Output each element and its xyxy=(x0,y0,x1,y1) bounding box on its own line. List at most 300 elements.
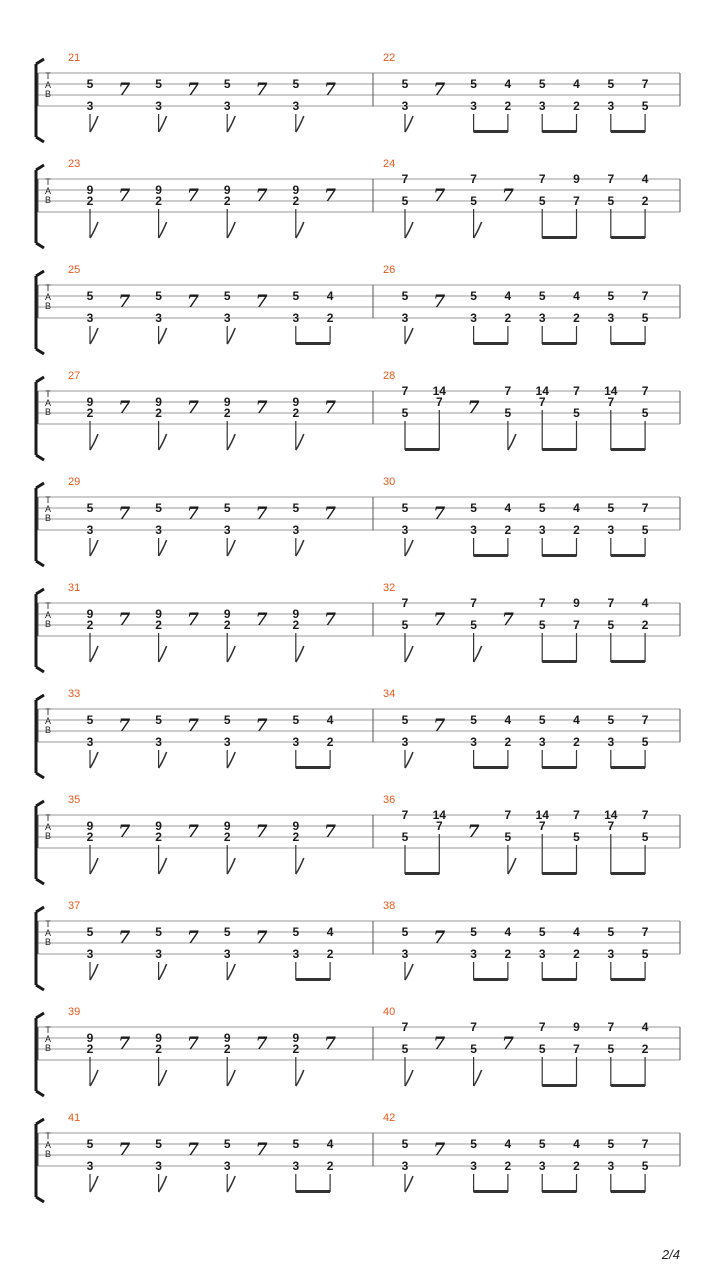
eighth-rest: 7 xyxy=(118,80,131,100)
note-flag xyxy=(405,540,413,556)
fret-number: 7 xyxy=(573,808,580,822)
bar-number: 26 xyxy=(383,264,396,276)
fret-number: 5 xyxy=(470,713,477,727)
fret-number: 3 xyxy=(86,523,94,537)
note-flag xyxy=(90,1070,98,1086)
fret-number: 2 xyxy=(223,830,231,844)
fret-number: 9 xyxy=(223,395,231,409)
note-flag xyxy=(227,752,235,768)
eighth-rest: 7 xyxy=(255,292,268,312)
fret-number: 3 xyxy=(538,947,546,961)
bar-number: 37 xyxy=(68,900,81,912)
fret-number: 2 xyxy=(573,735,580,749)
system-bracket xyxy=(36,377,44,460)
fret-number: 2 xyxy=(504,311,512,325)
fret-number: 3 xyxy=(292,947,300,961)
fret-number: 7 xyxy=(504,384,512,398)
fret-number: 5 xyxy=(641,830,649,844)
tab-clef-letter: A xyxy=(44,80,52,90)
fret-number: 2 xyxy=(86,194,94,208)
fret-number: 5 xyxy=(292,1137,300,1151)
fret-number: 5 xyxy=(223,925,231,939)
fret-number: 4 xyxy=(573,1137,580,1151)
fret-number: 2 xyxy=(223,406,231,420)
fret-number: 7 xyxy=(538,172,546,186)
fret-number: 5 xyxy=(155,289,162,303)
tab-clef-letter: T xyxy=(45,813,51,823)
fret-number: 4 xyxy=(326,713,334,727)
fret-number: 9 xyxy=(86,183,94,197)
fret-number: 2 xyxy=(86,618,94,632)
system-bracket xyxy=(36,271,44,354)
note-flag xyxy=(227,646,235,662)
fret-number: 9 xyxy=(223,1031,231,1045)
fret-number: 7 xyxy=(573,194,580,208)
note-flag xyxy=(405,1176,413,1192)
fret-number: 5 xyxy=(504,830,512,844)
fret-number: 3 xyxy=(155,1159,162,1173)
fret-number: 2 xyxy=(155,406,162,420)
eighth-rest: 7 xyxy=(433,928,446,948)
eighth-rest: 7 xyxy=(255,822,268,842)
fret-number: 9 xyxy=(292,395,300,409)
fret-number: 4 xyxy=(504,77,512,91)
fret-number: 5 xyxy=(641,735,649,749)
note-flag xyxy=(405,328,413,344)
eighth-rest: 7 xyxy=(433,80,446,100)
note-beam xyxy=(542,1084,576,1087)
note-flag xyxy=(90,752,98,768)
fret-number: 2 xyxy=(504,1159,512,1173)
fret-number: 9 xyxy=(86,1031,94,1045)
fret-number: 4 xyxy=(573,713,580,727)
fret-number: 3 xyxy=(223,947,231,961)
fret-number: 3 xyxy=(401,99,409,113)
note-flag xyxy=(227,1176,235,1192)
fret-number: 3 xyxy=(292,99,300,113)
fret-number: 2 xyxy=(573,99,580,113)
fret-number: 4 xyxy=(326,925,334,939)
bar-number: 31 xyxy=(68,582,81,594)
fret-number: 5 xyxy=(470,925,477,939)
eighth-rest: 7 xyxy=(255,504,268,524)
fret-number: 3 xyxy=(223,311,231,325)
system-bracket xyxy=(36,1119,44,1202)
eighth-rest: 7 xyxy=(118,928,131,948)
note-flag xyxy=(90,964,98,980)
fret-number: 7 xyxy=(504,808,512,822)
note-beam xyxy=(542,554,576,557)
fret-number: 3 xyxy=(155,99,162,113)
tab-clef-letter: A xyxy=(44,822,52,832)
tab-clef-letter: T xyxy=(45,177,51,187)
fret-number: 4 xyxy=(504,289,512,303)
tab-clef-letter: T xyxy=(45,389,51,399)
fret-number: 5 xyxy=(538,1137,546,1151)
fret-number: 5 xyxy=(538,501,546,515)
note-flag xyxy=(90,1176,98,1192)
fret-number: 5 xyxy=(292,289,300,303)
tab-system-7 xyxy=(36,688,680,778)
fret-number: 5 xyxy=(401,713,409,727)
fret-number: 2 xyxy=(641,194,649,208)
fret-number: 5 xyxy=(223,501,231,515)
note-beam xyxy=(611,660,645,663)
fret-number: 3 xyxy=(86,1159,94,1173)
note-flag xyxy=(296,222,304,238)
bar-number: 32 xyxy=(383,582,396,594)
tab-clef-letter: B xyxy=(44,1043,52,1053)
tab-system-9 xyxy=(36,900,680,990)
tab-clef-letter: T xyxy=(45,1131,51,1141)
note-flag xyxy=(227,222,235,238)
tab-system-5 xyxy=(36,476,680,566)
eighth-rest: 7 xyxy=(118,716,131,736)
fret-number: 9 xyxy=(292,819,300,833)
note-beam xyxy=(405,448,439,451)
note-flag xyxy=(405,222,413,238)
fret-number: 3 xyxy=(607,311,615,325)
tab-clef-letter: B xyxy=(44,831,52,841)
note-beam xyxy=(542,766,576,769)
fret-number: 9 xyxy=(86,395,94,409)
fret-number: 5 xyxy=(470,618,477,632)
fret-number: 5 xyxy=(607,713,615,727)
note-flag xyxy=(90,540,98,556)
fret-number: 3 xyxy=(401,1159,409,1173)
eighth-rest: 7 xyxy=(324,822,337,842)
note-beam xyxy=(296,342,330,345)
note-flag xyxy=(159,1070,167,1086)
eighth-rest: 7 xyxy=(118,504,131,524)
fret-number: 2 xyxy=(504,947,512,961)
tab-system-6 xyxy=(36,582,680,672)
fret-number: 5 xyxy=(607,1042,615,1056)
fret-number: 5 xyxy=(470,501,477,515)
note-beam xyxy=(542,342,576,345)
note-beam xyxy=(405,872,439,875)
note-flag xyxy=(296,540,304,556)
note-flag xyxy=(159,1176,167,1192)
fret-number: 2 xyxy=(292,618,300,632)
fret-number: 2 xyxy=(223,1042,231,1056)
tab-clef-letter: T xyxy=(45,601,51,611)
fret-number: 9 xyxy=(155,607,162,621)
fret-number: 5 xyxy=(607,618,615,632)
tab-system-2 xyxy=(36,158,680,248)
eighth-rest: 7 xyxy=(255,186,268,206)
fret-number: 5 xyxy=(641,523,649,537)
eighth-rest: 7 xyxy=(186,928,199,948)
system-bracket xyxy=(36,695,44,778)
tab-system-10 xyxy=(36,1006,680,1096)
note-flag xyxy=(405,964,413,980)
fret-number: 5 xyxy=(470,289,477,303)
fret-number: 5 xyxy=(573,406,580,420)
fret-number: 3 xyxy=(538,1159,546,1173)
fret-number: 2 xyxy=(223,194,231,208)
fret-number: 9 xyxy=(292,183,300,197)
note-flag xyxy=(296,646,304,662)
note-flag xyxy=(159,646,167,662)
fret-number: 7 xyxy=(470,172,477,186)
tab-clef-letter: A xyxy=(44,1034,52,1044)
fret-number: 3 xyxy=(155,947,162,961)
fret-number: 5 xyxy=(470,1042,477,1056)
fret-number: 3 xyxy=(155,523,162,537)
page-number: 2/4 xyxy=(661,1247,680,1262)
fret-number: 7 xyxy=(401,596,409,610)
fret-number: 4 xyxy=(573,77,580,91)
note-flag xyxy=(159,752,167,768)
note-beam xyxy=(611,554,645,557)
fret-number: 3 xyxy=(538,523,546,537)
note-flag xyxy=(296,1070,304,1086)
tab-clef-letter: B xyxy=(44,619,52,629)
eighth-rest: 7 xyxy=(324,398,337,418)
fret-number: 7 xyxy=(538,395,546,409)
fret-number: 5 xyxy=(538,925,546,939)
fret-number: 5 xyxy=(470,1137,477,1151)
note-beam xyxy=(611,978,645,981)
fret-number: 9 xyxy=(292,1031,300,1045)
note-flag xyxy=(159,434,167,450)
eighth-rest: 7 xyxy=(433,504,446,524)
system-bracket xyxy=(36,907,44,990)
note-beam xyxy=(542,1190,576,1193)
fret-number: 5 xyxy=(401,501,409,515)
fret-number: 5 xyxy=(86,925,94,939)
fret-number: 7 xyxy=(607,819,615,833)
fret-number: 5 xyxy=(401,830,409,844)
note-beam xyxy=(611,1190,645,1193)
fret-number: 7 xyxy=(470,596,477,610)
fret-number: 5 xyxy=(155,501,162,515)
note-flag xyxy=(296,858,304,874)
fret-number: 5 xyxy=(86,77,94,91)
fret-number: 3 xyxy=(607,523,615,537)
note-flag xyxy=(227,964,235,980)
fret-number: 7 xyxy=(641,501,649,515)
eighth-rest: 7 xyxy=(255,1034,268,1054)
eighth-rest: 7 xyxy=(186,504,199,524)
note-flag xyxy=(227,1070,235,1086)
fret-number: 2 xyxy=(292,830,300,844)
fret-number: 3 xyxy=(470,1159,477,1173)
eighth-rest: 7 xyxy=(118,1140,131,1160)
fret-number: 5 xyxy=(538,289,546,303)
note-beam xyxy=(611,448,645,451)
system-bracket xyxy=(36,1013,44,1096)
fret-number: 7 xyxy=(401,1020,409,1034)
fret-number: 9 xyxy=(573,596,580,610)
fret-number: 3 xyxy=(470,311,477,325)
tab-clef-letter: A xyxy=(44,186,52,196)
tab-clef-letter: A xyxy=(44,1140,52,1150)
system-bracket xyxy=(36,165,44,248)
fret-number: 4 xyxy=(641,1020,649,1034)
bar-number: 27 xyxy=(68,370,81,382)
eighth-rest: 7 xyxy=(118,292,131,312)
fret-number: 7 xyxy=(538,596,546,610)
fret-number: 7 xyxy=(607,1020,615,1034)
note-flag xyxy=(296,116,304,132)
fret-number: 5 xyxy=(607,925,615,939)
fret-number: 3 xyxy=(223,1159,231,1173)
fret-number: 2 xyxy=(326,735,334,749)
note-flag xyxy=(474,1070,482,1086)
eighth-rest: 7 xyxy=(433,610,446,630)
note-flag xyxy=(227,540,235,556)
tab-system-4 xyxy=(36,370,680,460)
fret-number: 5 xyxy=(401,618,409,632)
fret-number: 2 xyxy=(292,194,300,208)
fret-number: 2 xyxy=(504,735,512,749)
fret-number: 5 xyxy=(641,99,649,113)
fret-number: 5 xyxy=(607,194,615,208)
note-beam xyxy=(542,872,576,875)
fret-number: 2 xyxy=(504,99,512,113)
fret-number: 3 xyxy=(86,99,94,113)
fret-number: 2 xyxy=(326,1159,334,1173)
fret-number: 7 xyxy=(573,1042,580,1056)
tab-clef-letter: A xyxy=(44,928,52,938)
tab-clef-letter: B xyxy=(44,513,52,523)
fret-number: 4 xyxy=(573,925,580,939)
fret-number: 5 xyxy=(607,289,615,303)
note-beam xyxy=(542,978,576,981)
tab-system-11 xyxy=(36,1112,680,1202)
fret-number: 14 xyxy=(432,808,446,822)
eighth-rest: 7 xyxy=(501,1034,514,1054)
fret-number: 7 xyxy=(607,596,615,610)
fret-number: 5 xyxy=(538,77,546,91)
fret-number: 2 xyxy=(155,830,162,844)
fret-number: 9 xyxy=(86,819,94,833)
fret-number: 14 xyxy=(535,808,549,822)
fret-number: 2 xyxy=(573,311,580,325)
fret-number: 5 xyxy=(538,194,546,208)
fret-number: 5 xyxy=(641,947,649,961)
fret-number: 3 xyxy=(401,947,409,961)
fret-number: 5 xyxy=(86,289,94,303)
bar-number: 29 xyxy=(68,476,81,488)
note-beam xyxy=(611,872,645,875)
eighth-rest: 7 xyxy=(186,822,199,842)
fret-number: 7 xyxy=(641,384,649,398)
fret-number: 7 xyxy=(470,1020,477,1034)
eighth-rest: 7 xyxy=(255,398,268,418)
fret-number: 9 xyxy=(86,607,94,621)
fret-number: 3 xyxy=(538,311,546,325)
fret-number: 5 xyxy=(86,713,94,727)
tab-clef-letter: B xyxy=(44,195,52,205)
fret-number: 2 xyxy=(292,1042,300,1056)
fret-number: 5 xyxy=(538,618,546,632)
eighth-rest: 7 xyxy=(186,292,199,312)
eighth-rest: 7 xyxy=(501,610,514,630)
fret-number: 5 xyxy=(641,311,649,325)
fret-number: 3 xyxy=(86,735,94,749)
tab-system-3 xyxy=(36,264,680,354)
fret-number: 2 xyxy=(326,947,334,961)
note-flag xyxy=(159,858,167,874)
fret-number: 5 xyxy=(401,406,409,420)
eighth-rest: 7 xyxy=(467,398,480,418)
fret-number: 9 xyxy=(573,172,580,186)
fret-number: 14 xyxy=(432,384,446,398)
fret-number: 3 xyxy=(470,523,477,537)
eighth-rest: 7 xyxy=(433,1140,446,1160)
fret-number: 3 xyxy=(401,311,409,325)
fret-number: 3 xyxy=(470,99,477,113)
fret-number: 7 xyxy=(641,808,649,822)
note-flag xyxy=(90,116,98,132)
system-bracket xyxy=(36,483,44,566)
fret-number: 2 xyxy=(223,618,231,632)
tab-clef-letter: T xyxy=(45,495,51,505)
tab-clef-letter: T xyxy=(45,71,51,81)
note-flag xyxy=(227,116,235,132)
bar-number: 28 xyxy=(383,370,396,382)
fret-number: 9 xyxy=(155,819,162,833)
fret-number: 3 xyxy=(155,735,162,749)
fret-number: 2 xyxy=(573,1159,580,1173)
fret-number: 2 xyxy=(155,1042,162,1056)
note-flag xyxy=(405,116,413,132)
fret-number: 5 xyxy=(538,713,546,727)
note-beam xyxy=(296,978,330,981)
fret-number: 4 xyxy=(573,501,580,515)
fret-number: 5 xyxy=(223,713,231,727)
fret-number: 3 xyxy=(86,947,94,961)
fret-number: 4 xyxy=(504,713,512,727)
tab-clef-letter: T xyxy=(45,1025,51,1035)
bar-number: 38 xyxy=(383,900,396,912)
fret-number: 5 xyxy=(223,1137,231,1151)
fret-number: 5 xyxy=(641,406,649,420)
fret-number: 2 xyxy=(86,1042,94,1056)
fret-number: 2 xyxy=(641,618,649,632)
eighth-rest: 7 xyxy=(186,186,199,206)
note-flag xyxy=(474,222,482,238)
fret-number: 4 xyxy=(326,1137,334,1151)
note-flag xyxy=(227,328,235,344)
fret-number: 3 xyxy=(292,735,300,749)
bar-number: 30 xyxy=(383,476,396,488)
fret-number: 3 xyxy=(292,523,300,537)
note-flag xyxy=(159,540,167,556)
tab-clef-letter: B xyxy=(44,1149,52,1159)
fret-number: 7 xyxy=(641,925,649,939)
fret-number: 14 xyxy=(604,384,618,398)
note-flag xyxy=(90,328,98,344)
tab-clef-letter: B xyxy=(44,407,52,417)
bar-number: 35 xyxy=(68,794,81,806)
eighth-rest: 7 xyxy=(118,398,131,418)
fret-number: 7 xyxy=(573,384,580,398)
fret-number: 7 xyxy=(401,384,409,398)
eighth-rest: 7 xyxy=(118,1034,131,1054)
fret-number: 9 xyxy=(155,1031,162,1045)
fret-number: 5 xyxy=(401,925,409,939)
fret-number: 9 xyxy=(155,183,162,197)
fret-number: 3 xyxy=(223,735,231,749)
note-flag xyxy=(159,116,167,132)
fret-number: 3 xyxy=(607,947,615,961)
bar-number: 41 xyxy=(68,1112,81,1124)
fret-number: 7 xyxy=(538,1020,546,1034)
